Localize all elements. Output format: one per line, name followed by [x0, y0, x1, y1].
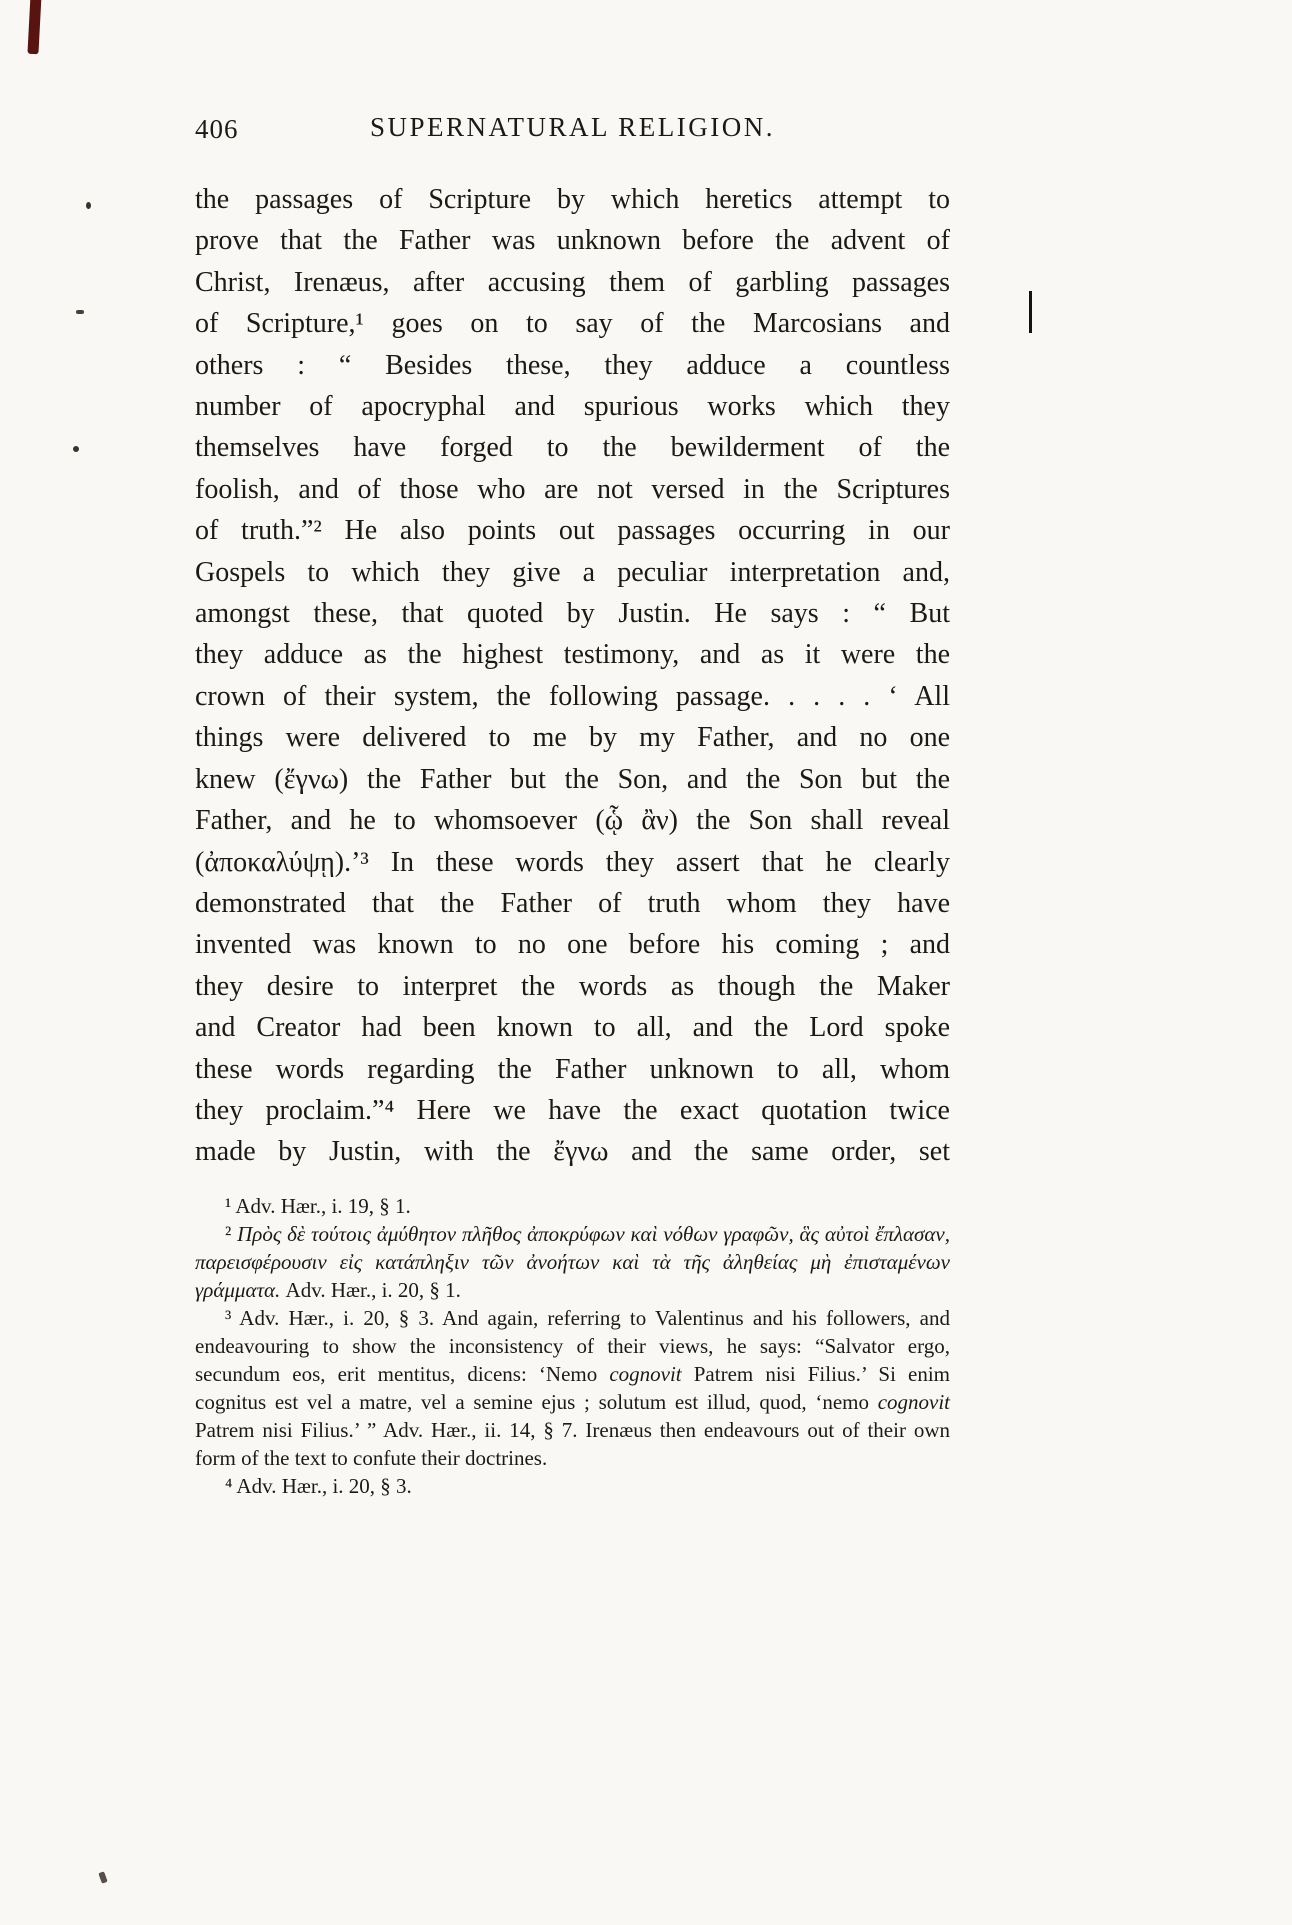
- footnote: ¹ Adv. Hær., i. 19, § 1.: [225, 1194, 411, 1218]
- body-text: [195, 179, 950, 1173]
- body-line: Father, and he to whomsoever (ᾧ ἂν) the Son shall reveal: [195, 805, 950, 837]
- body-line: things were delivered to me by my Father, and no one: [195, 722, 950, 754]
- running-title: SUPERNATURAL RELIGION.: [370, 112, 775, 142]
- body-line: they proclaim.”⁴ Here we have the exact quotation twice: [195, 1094, 950, 1126]
- scan-artifact-red-streak: [27, 0, 41, 54]
- body-line: they adduce as the highest testimony, and as it were the: [195, 639, 950, 671]
- scan-artifact-speck: [86, 202, 91, 209]
- body-line: demonstrated that the Father of truth whom they have: [195, 887, 950, 919]
- body-line: these words regarding the Father unknown to all, whom: [195, 1053, 950, 1085]
- body-line: of truth.”² He also points out passages occurring in our: [195, 515, 950, 547]
- page-header: [195, 112, 950, 150]
- body-line: number of apocryphal and spurious works which they: [195, 391, 950, 423]
- footnote: ⁴ Adv. Hær., i. 20, § 3.: [225, 1474, 412, 1498]
- body-line: prove that the Father was unknown before the advent of: [195, 225, 950, 257]
- body-line: amongst these, that quoted by Justin. He says : “ But: [195, 598, 950, 630]
- body-line: crown of their system, the following passage. . . . . ‘ All: [195, 680, 950, 712]
- page-number: 406: [195, 114, 239, 144]
- body-line: made by Justin, with the ἔγνω and the same order, set: [195, 1136, 950, 1168]
- body-line: and Creator had been known to all, and the Lord spoke: [195, 1012, 950, 1044]
- body-line: foolish, and of those who are not versed in the Scriptures: [195, 473, 950, 505]
- body-line: of Scripture,¹ goes on to say of the Marcosians and: [195, 308, 950, 340]
- body-line: knew (ἔγνω) the Father but the Son, and the Son but the: [195, 763, 950, 795]
- body-line: themselves have forged to the bewilderment of the: [195, 432, 950, 464]
- scan-artifact-speck: [98, 1871, 107, 1883]
- body-line: (ἀποκαλύψῃ).’³ In these words they assert that he clearly: [195, 846, 950, 878]
- body-line: the passages of Scripture by which heretics attempt to: [195, 184, 950, 215]
- scan-artifact-speck: [76, 310, 84, 314]
- footnote: ³ Adv. Hær., i. 20, § 3. And again, referring to Valentinus and his followers, and endeavouring to show the inconsistency of their views, he says: “Salvator ergo, secundum eos, erit mentitus, dicens: ‘Nemo cognovit Patrem nisi Filius.’ Si enim cognitus est vel a matre, vel a semine ejus ; solutum est illud, quod, ‘nemo cognovit Patrem nisi Filius.’ ” Adv. Hær., ii. 14, § 7. Irenæus then endeavours out of their own form of the text to confute their doctrines.: [195, 1306, 950, 1470]
- footnotes: [195, 1192, 950, 1500]
- scan-artifact-speck: [73, 446, 79, 452]
- body-line: others : “ Besides these, they adduce a countless: [195, 349, 950, 381]
- scan-artifact-edge-line: [1029, 291, 1032, 333]
- body-line: Gospels to which they give a peculiar interpretation and,: [195, 556, 950, 588]
- footnote: ² Πρὸς δὲ τούτοις ἀμύθητον πλῆθος ἀποκρύφων καὶ νόθων γραφῶν, ἃς αὐτοὶ ἔπλασαν, παρεισφέρουσιν εἰς κατάπληξιν τῶν ἀνοήτων καὶ τὰ τῆς ἀληθείας μὴ ἐπισταμένων γράμματα. Adv. Hær., i. 20, § 1.: [195, 1222, 951, 1302]
- body-line: Christ, Irenæus, after accusing them of garbling passages: [195, 266, 950, 298]
- body-line: they desire to interpret the words as though the Maker: [195, 970, 950, 1002]
- body-line: invented was known to no one before his coming ; and: [195, 929, 950, 961]
